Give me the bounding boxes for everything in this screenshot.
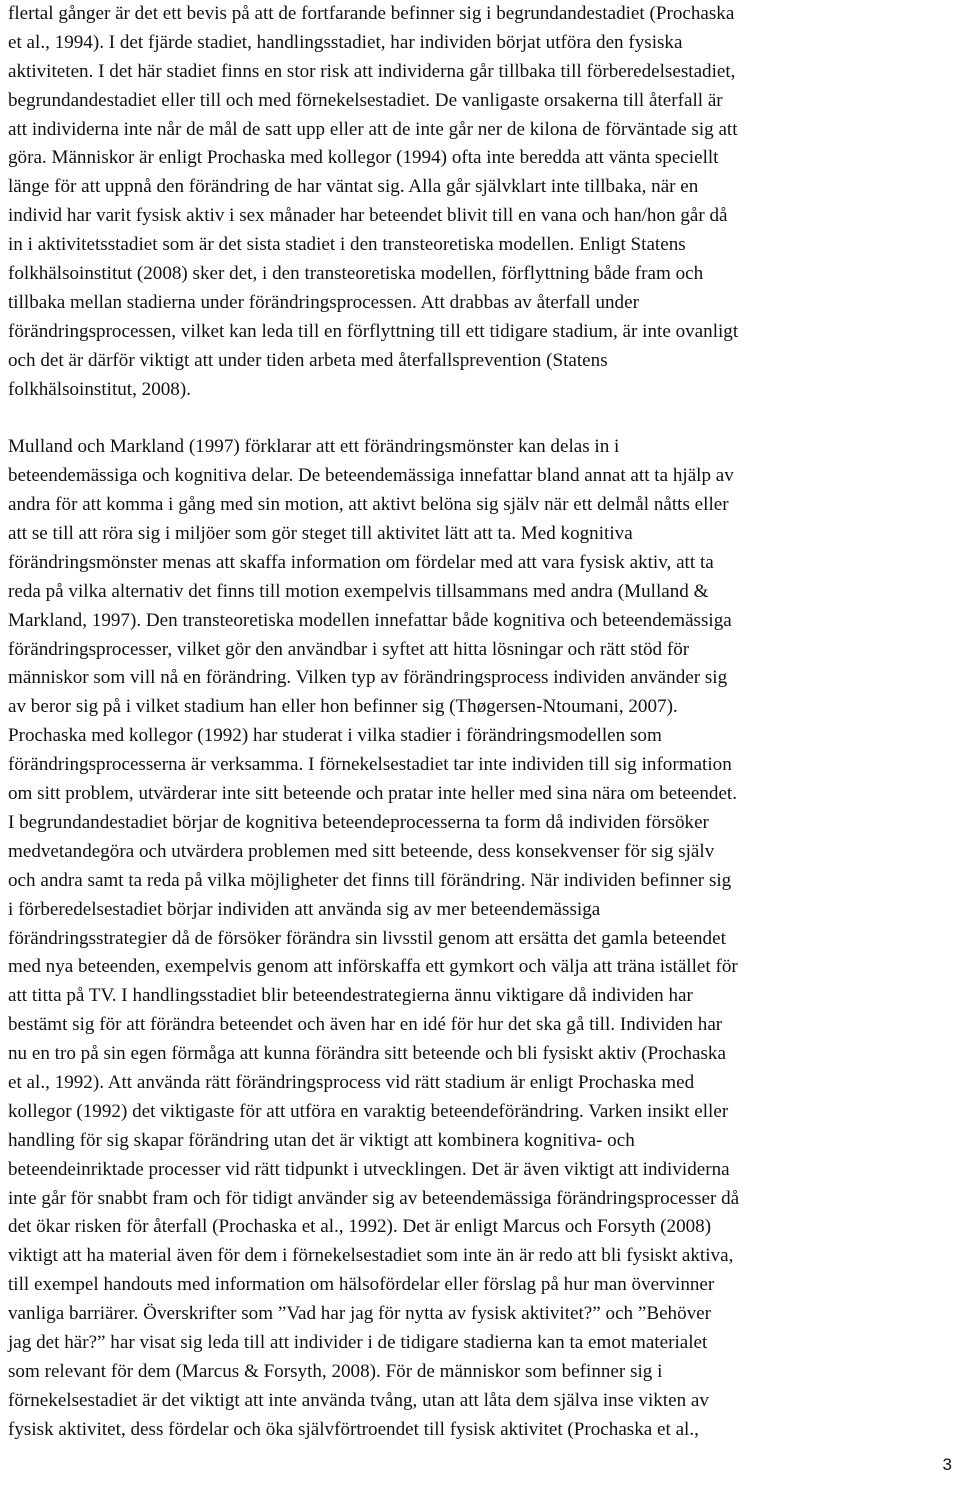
text-line: jag det här?” har visat sig leda till att individer i de tidigare stadierna kan ta emot materialet — [8, 1331, 708, 1353]
text-line: nu en tro på sin egen förmåga att kunna förändra sitt beteende och bli fysiskt aktiv (Prochaska — [8, 1043, 726, 1065]
text-line: in i aktivitetsstadiet som är det sista stadiet i den transteoretiska modellen. Enligt Statens — [8, 234, 686, 256]
text-line: I begrundandestadiet börjar de kognitiva beteendeprocesserna ta form då individen försöker — [8, 811, 709, 833]
text-line: folkhälsoinstitut, 2008). — [8, 378, 191, 400]
paragraph-2 — [8, 433, 956, 1444]
text-line: om sitt problem, utvärderar inte sitt beteende och pratar inte heller med sina nära om beteendet. — [8, 783, 738, 805]
text-line: och det är därför viktigt att under tiden arbeta med återfallsprevention (Statens — [8, 349, 608, 371]
text-line: till exempel handouts med information om hälsofördelar eller förslag på hur man övervinner — [8, 1274, 715, 1296]
text-line: göra. Människor är enligt Prochaska med kollegor (1994) ofta inte beredda att vänta speciellt — [8, 147, 719, 169]
text-line: flertal gånger är det ett bevis på att de fortfarande befinner sig i begrundandestadiet (Prochaska — [8, 3, 735, 24]
text-line: viktigt att ha material även för dem i förnekelsestadiet som inte än är redo att bli fysiskt aktiva, — [8, 1245, 734, 1267]
text-line: individ har varit fysisk aktiv i sex månader har beteendet blivit till en vana och han/hon går då — [8, 205, 728, 227]
text-line: av beror sig på i vilket stadium han eller hon befinner sig (Thøgersen-Ntoumani, 2007). — [8, 696, 678, 718]
text-line: beteendemässiga och kognitiva delar. De beteendemässiga innefattar bland annat att ta hjälp av — [8, 465, 734, 487]
text-line: människor som vill nå en förändring. Vilken typ av förändringsprocess individen använder sig — [8, 667, 728, 689]
paragraph-gap — [8, 404, 956, 433]
text-line: förändringsprocesser, vilket gör den användbar i syftet att hitta lösningar och rätt stöd för — [8, 638, 690, 660]
text-line: reda på vilka alternativ det finns till motion exempelvis tillsammans med andra (Mulland & — [8, 580, 709, 602]
text-line: Markland, 1997). Den transteoretiska modellen innefattar både kognitiva och beteendemässiga — [8, 609, 732, 631]
text-line: Prochaska med kollegor (1992) har studerat i vilka stadier i förändringsmodellen som — [8, 725, 662, 747]
text-line: bestämt sig för att förändra beteendet och även har en idé för hur det ska gå till. Individen har — [8, 1014, 723, 1036]
page-number: 3 — [942, 1455, 952, 1474]
text-line: förändringsprocesserna är verksamma. I förnekelsestadiet tar inte individen till sig information — [8, 754, 732, 776]
paragraph-1 — [8, 0, 956, 404]
text-line: Mulland och Markland (1997) förklarar att ett förändringsmönster kan delas in i — [8, 436, 620, 458]
text-line: kollegor (1992) det viktigaste för att utföra en varaktig beteendeförändring. Varken insikt eller — [8, 1100, 729, 1122]
text-line: med nya beteenden, exempelvis genom att införskaffa ett gymkort och välja att träna istället för — [8, 956, 738, 978]
text-line: i förberedelsestadiet börjar individen att använda sig av mer beteendemässiga — [8, 898, 601, 920]
text-line: medvetandegöra och utvärdera problemen med sitt beteende, dess konsekvenser för sig själv — [8, 840, 715, 862]
text-line: länge för att uppnå den förändring de har väntat sig. Alla går självklart inte tillbaka, när en — [8, 176, 699, 198]
text-line: fysisk aktivitet, dess fördelar och öka självförtroendet till fysisk aktivitet (Prochaska et al., — [8, 1418, 699, 1440]
text-line: vanliga barriärer. Överskrifter som ”Vad har jag för nytta av fysisk aktivitet?” och ”Behöver — [8, 1303, 712, 1325]
text-line: folkhälsoinstitut (2008) sker det, i den transteoretiska modellen, förflyttning både fram och — [8, 263, 704, 285]
text-line: att titta på TV. I handlingsstadiet blir beteendestrategierna ännu viktigare då individen har — [8, 985, 693, 1007]
text-line: aktiviteten. I det här stadiet finns en stor risk att individerna går tillbaka till förberedelsestadiet, — [8, 60, 736, 82]
document-page — [8, 0, 956, 1445]
text-line: som relevant för dem (Marcus & Forsyth, 2008). För de människor som befinner sig i — [8, 1360, 663, 1382]
text-line: inte går för snabbt fram och för tidigt använder sig av beteendemässiga förändringsprocesser då — [8, 1187, 740, 1209]
text-line: förnekelsestadiet är det viktigt att inte använda tvång, utan att låta dem själva inse vikten av — [8, 1389, 709, 1411]
text-line: att se till att röra sig i miljöer som gör steget till aktivitet lätt att ta. Med kognitiva — [8, 523, 633, 545]
text-line: et al., 1992). Att använda rätt förändringsprocess vid rätt stadium är enligt Prochaska med — [8, 1071, 695, 1093]
text-line: tillbaka mellan stadierna under förändringsprocessen. Att drabbas av återfall under — [8, 291, 639, 313]
text-line: att individerna inte når de mål de satt upp eller att de inte går ner de kilona de förväntade sig att — [8, 118, 738, 140]
text-line: et al., 1994). I det fjärde stadiet, handlingsstadiet, har individen börjat utföra den fysiska — [8, 31, 683, 53]
text-line: förändringsmönster menas att skaffa information om fördelar med att vara fysisk aktiv, att ta — [8, 551, 714, 573]
text-line: det ökar risken för återfall (Prochaska et al., 1992). Det är enligt Marcus och Forsyth (2008) — [8, 1216, 712, 1238]
text-line: begrundandestadiet eller till och med förnekelsestadiet. De vanligaste orsakerna till återfall är — [8, 89, 723, 111]
text-line: förändringsstrategier då de försöker förändra sin livsstil genom att ersätta det gamla beteendet — [8, 927, 726, 949]
text-line: förändringsprocessen, vilket kan leda till en förflyttning till ett tidigare stadium, är inte ovanligt — [8, 320, 739, 342]
text-line: och andra samt ta reda på vilka möjligheter det finns till förändring. När individen befinner sig — [8, 869, 732, 891]
text-line: handling för sig skapar förändring utan det är viktigt att kombinera kognitiva- och — [8, 1129, 635, 1151]
text-line: beteendeinriktade processer vid rätt tidpunkt i utvecklingen. Det är även viktigt att individerna — [8, 1158, 730, 1180]
text-line: andra för att komma i gång med sin motion, att aktivt belöna sig själv när ett delmål nåtts eller — [8, 494, 729, 516]
